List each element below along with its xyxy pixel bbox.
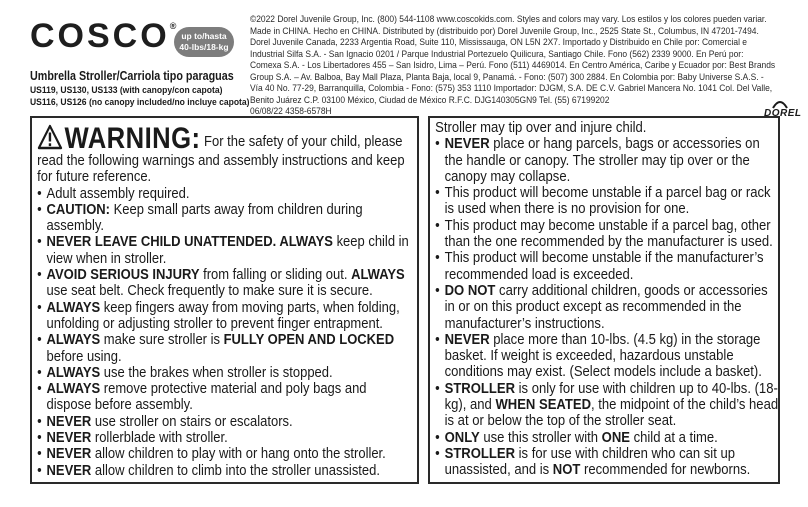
warning-item: [435, 332, 779, 381]
warning-text: place or hang parcels, bags or accessories on the handle or canopy. The stroller may tip over or the canopy may collapse.: [444, 135, 760, 185]
bullet-icon: •: [435, 330, 440, 348]
warning-emphasis: ALWAYS: [46, 298, 101, 316]
warning-item: [37, 414, 413, 430]
warning-title: WARNING:: [64, 122, 201, 155]
bullet-icon: •: [37, 331, 42, 349]
warning-text: Keep small parts away from children during assembly.: [46, 200, 363, 235]
bullet-icon: •: [37, 184, 42, 202]
warning-text: use this stroller with: [479, 428, 602, 446]
dorel-logo: DOREL: [764, 108, 802, 119]
warning-text: recommended for newborns.: [580, 461, 751, 479]
warning-text: is for use with children who can sit up unassisted, and is: [444, 444, 735, 479]
legal-text-block: [250, 13, 777, 117]
bullet-icon: •: [435, 184, 440, 202]
warning-item: [435, 446, 779, 479]
warning-text: remove protective material and poly bags and dispose before assembly.: [46, 380, 367, 414]
warning-text: use stroller on stairs or escalators.: [91, 412, 293, 430]
warning-emphasis: NEVER: [46, 412, 92, 430]
warning-item: [435, 430, 779, 446]
cosco-logo: COSCO®: [30, 17, 177, 55]
warning-item: [37, 202, 413, 235]
warning-item: [435, 185, 779, 218]
warning-item: [435, 250, 779, 283]
bullet-icon: •: [37, 266, 42, 284]
left-warning-list: [37, 186, 413, 479]
warning-emphasis: NEVER: [46, 429, 92, 447]
warning-item: [435, 283, 779, 332]
warning-emphasis: NEVER: [444, 135, 490, 153]
warning-emphasis: NEVER: [46, 445, 92, 463]
warning-emphasis: ONE: [601, 428, 630, 446]
warning-emphasis: ONLY: [444, 428, 480, 446]
continued-warning: Stroller may tip over and injure child.: [435, 119, 647, 136]
warning-item: [37, 446, 413, 462]
warning-text: use the brakes when stroller is stopped.: [100, 363, 333, 381]
warning-panel-right: [428, 116, 780, 484]
warning-emphasis: ALWAYS: [46, 331, 101, 349]
warning-text: This product may become unstable if a parcel bag, other than the one recommended by the manufacturer is used.: [444, 216, 773, 251]
warning-text: This product will become unstable if a parcel bag or rack is used when there is no provision for one.: [444, 184, 771, 218]
warning-emphasis: STROLLER: [444, 379, 516, 397]
warning-intro: For the safety of your child, please read the following warnings and assembly instructions and keep for future reference.: [37, 133, 405, 186]
warning-text: This product will become unstable if the manufacturer’s recommended load is exceeded.: [444, 249, 764, 283]
warning-item: [37, 332, 413, 365]
warning-emphasis: ALWAYS: [46, 363, 101, 381]
warning-text: carry additional children, goods or accessories in or on this product except as recommended in the manufacturer’s instructions.: [444, 281, 768, 332]
bullet-icon: •: [37, 429, 42, 447]
right-warning-list: [435, 136, 779, 478]
bullet-icon: •: [37, 200, 42, 218]
warning-header: [37, 124, 413, 186]
bullet-icon: •: [435, 428, 440, 446]
warning-text: before using.: [46, 347, 122, 365]
bullet-icon: •: [37, 412, 42, 430]
warning-text: rollerblade with stroller.: [91, 429, 228, 447]
warning-emphasis: ALWAYS: [351, 266, 405, 284]
warning-text: child at a time.: [629, 428, 718, 446]
warning-text: allow children to climb into the stroller unassisted.: [91, 461, 380, 479]
warning-item: [37, 267, 413, 300]
date-code: 06/08/22 4358-6578H: [250, 105, 332, 116]
warning-emphasis: CAUTION:: [46, 200, 111, 218]
bullet-icon: •: [37, 461, 42, 479]
warning-text: place more than 10-lbs. (4.5 kg) in the storage basket. If weight is exceeded, hazardous unstable conditions may exist. (Select models include a basket).: [444, 330, 762, 381]
warning-emphasis: FULLY OPEN AND LOCKED: [223, 331, 395, 349]
bullet-icon: •: [37, 445, 42, 463]
warning-text: , the midpoint of the child’s head is at or below the top of the stroller seat.: [444, 396, 779, 430]
warning-text: make sure stroller is: [100, 331, 224, 349]
bullet-icon: •: [37, 363, 42, 381]
bullet-icon: •: [435, 281, 440, 299]
warning-item: [435, 218, 779, 251]
warning-item: [37, 186, 413, 202]
model-numbers-no-canopy: US116, US126 (no canopy included/no incluye capota): [30, 97, 250, 108]
weight-limit-badge: [174, 27, 234, 57]
bullet-icon: •: [435, 135, 440, 153]
badge-line1: up to/hasta: [181, 31, 227, 41]
warning-text: keep child in view when in stroller.: [46, 233, 409, 267]
warning-item: [37, 365, 413, 381]
warning-item: [37, 430, 413, 446]
warning-text: Adult assembly required.: [46, 184, 190, 202]
bullet-icon: •: [435, 379, 440, 397]
warning-panel-left: [30, 116, 419, 484]
warning-item: [37, 381, 413, 414]
warning-emphasis: NEVER LEAVE CHILD UNATTENDED. ALWAYS: [46, 233, 333, 251]
warning-text: from falling or sliding out.: [199, 266, 352, 284]
warning-emphasis: STROLLER: [444, 444, 516, 462]
badge-line2: 40-lbs/18-kg: [179, 41, 229, 52]
warning-item: [37, 234, 413, 267]
bullet-icon: •: [37, 233, 42, 251]
warning-item: [37, 300, 413, 333]
bullet-icon: •: [37, 380, 42, 398]
warning-emphasis: NEVER: [46, 461, 92, 479]
warning-emphasis: DO NOT: [444, 281, 496, 299]
warning-emphasis: NEVER: [444, 330, 490, 348]
warning-emphasis: ALWAYS: [46, 380, 101, 398]
legal-text: ©2022 Dorel Juvenile Group, Inc. (800) 544-1108 www.coscokids.com. Styles and colors may vary. Los estilos y los colores pueden variar. Made in CHINA. Hecho en CHINA. Distributed by (distribuido por) Dorel Juvenile Group, Inc., 2525 State St., Columbus, IN 47201-7494. Dorel Juvenile Canada, 2233 Argentia Road, Suite 110, Mississauga, ON L5N 2X7. Importado y Distribuido en Chile por: Comercial e Industrial Silfa S.A. - San Ignacio 0201 / Parque Industrial Portezuelo Quilicura, Santiago Chile. Fono (562) 2339 9000. En Perú por: Comexa S.A. - Los Libertadores 455 – San Isidro, Lima – Perú. Fono (511) 4469014. En Centro América, Caribe y Ecuador por: Best Brands Group S.A. – Av. Balboa, Bay Mall Plaza, Planta Baja, local 9, Panamá. - Fono: (507) 300 2884. En Colombia por: Baby Universe S.A.S. - Vía 40 No. 77-29, Barranquilla, Colombia - Fono: (575) 353 1110 Importador: DJGM, S.A. DE C.V. Gabriel Mancera No. 1041 Col. Del Valle, Benito Juárez C.P. 03100 México, Ciudad de México R.F.C. DJG140305GN9 Tel. (55) 67199202: [250, 13, 776, 105]
bullet-icon: •: [435, 216, 440, 234]
bullet-icon: •: [37, 298, 42, 316]
bullet-icon: •: [435, 444, 440, 462]
warning-triangle-icon: [37, 124, 63, 150]
bullet-icon: •: [435, 249, 440, 267]
warning-item: [435, 381, 779, 430]
warning-text: allow children to play with or hang onto the stroller.: [91, 445, 386, 463]
warning-text: use seat belt. Check frequently to make sure it is secure.: [46, 282, 373, 300]
warning-item: [435, 136, 779, 185]
warning-emphasis: WHEN SEATED: [495, 396, 592, 414]
warning-text: is only for use with children up to 40-lbs. (18-kg), and: [444, 379, 778, 414]
model-numbers-canopy: US119, US130, US133 (with canopy/con capota): [30, 85, 223, 96]
warning-emphasis: AVOID SERIOUS INJURY: [46, 266, 200, 284]
warning-text: keep fingers away from moving parts, when folding, unfolding or adjusting stroller to prevent finger entrapment.: [46, 298, 400, 332]
product-title: Umbrella Stroller/Carriola tipo paraguas: [30, 69, 234, 83]
warning-item: [37, 463, 413, 479]
warning-emphasis: NOT: [552, 461, 581, 479]
